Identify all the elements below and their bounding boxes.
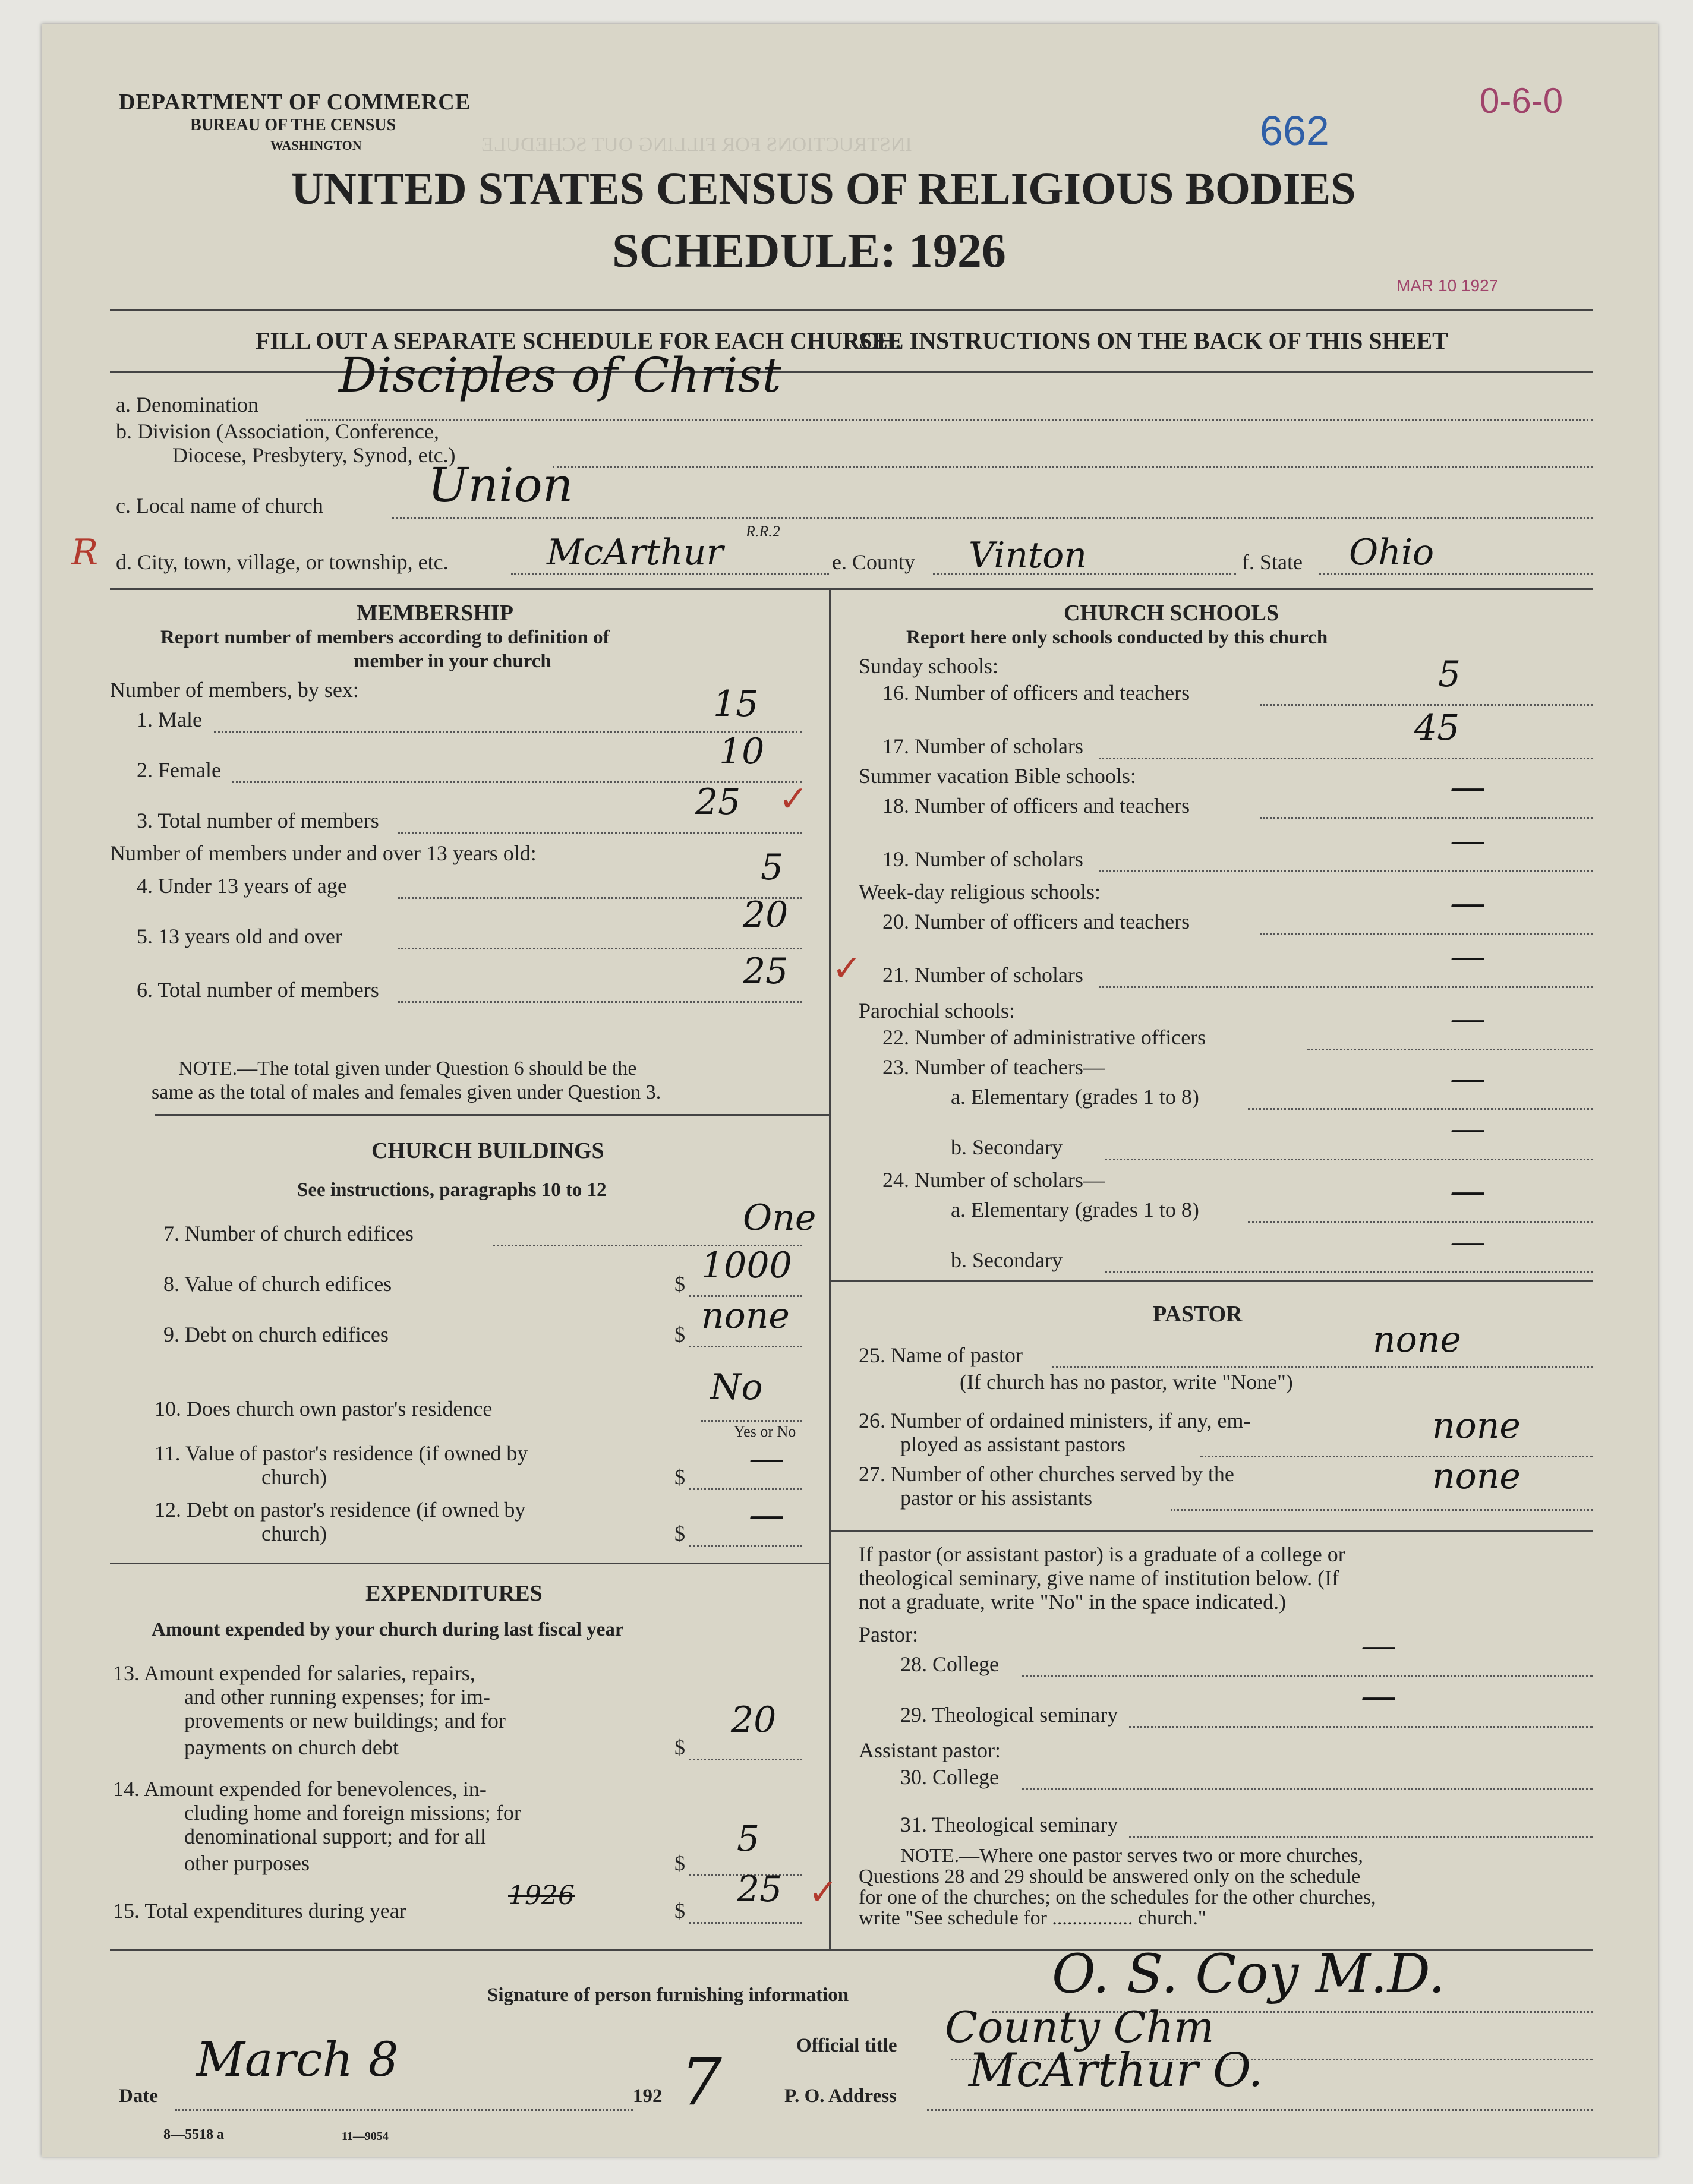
expenditures-heading: EXPENDITURES (365, 1581, 543, 1606)
state-label: f. State (1242, 550, 1303, 574)
q25-value[interactable]: none (1373, 1319, 1461, 1361)
local-name-label: c. Local name of church (116, 494, 323, 517)
signature-value[interactable]: O. S. Coy M.D. (1052, 1943, 1446, 2005)
membership-sub-1: Report number of members according to definition of (160, 627, 610, 648)
q21-value[interactable]: — (1450, 936, 1486, 977)
print-number: 11—9054 (342, 2130, 389, 2143)
schools-heading: CHURCH SCHOOLS (1064, 601, 1279, 626)
q12-dollar: $ (674, 1522, 685, 1545)
q5-value[interactable]: 20 (743, 894, 789, 936)
q11-label-2: church) (261, 1465, 327, 1489)
red-mark: R (71, 532, 99, 573)
date-value[interactable]: March 8 (196, 2032, 399, 2087)
members-by-age: Number of members under and over 13 years old: (110, 841, 537, 865)
q10-value[interactable]: No (710, 1366, 763, 1408)
q9-value[interactable]: none (701, 1295, 790, 1337)
sunday-schools: Sunday schools: (859, 654, 999, 678)
q6-value[interactable]: 25 (743, 951, 789, 992)
q14-value[interactable]: 5 (737, 1818, 760, 1860)
q28-value[interactable]: — (1361, 1625, 1396, 1667)
census-form (42, 24, 1658, 2157)
q23b-label: b. Secondary (951, 1135, 1063, 1159)
q26-line-2: ployed as assistant pastors (900, 1432, 1125, 1456)
bleed-through-text: INSTRUCTIONS FOR FILLING OUT SCHEDULE (481, 134, 912, 156)
buildings-heading: CHURCH BUILDINGS (371, 1138, 604, 1163)
q19-value[interactable]: — (1450, 820, 1486, 861)
q14-line-3: denominational support; and for all (184, 1825, 486, 1848)
graduate-text-3: not a graduate, write "No" in the space indicated.) (859, 1590, 1287, 1614)
county-label: e. County (832, 550, 915, 574)
schedule-title: SCHEDULE: 1926 (612, 223, 1006, 277)
q27-line-1: 27. Number of other churches served by the (859, 1462, 1234, 1486)
membership-note-1: NOTE.—The total given under Question 6 should be the (178, 1058, 637, 1080)
q7-value[interactable]: One (743, 1197, 816, 1239)
city-note: R.R.2 (746, 523, 780, 540)
form-number: 8—5518 a (163, 2127, 224, 2142)
q4-value[interactable]: 5 (761, 847, 784, 888)
q2-value[interactable]: 10 (719, 731, 765, 772)
q20-label: 20. Number of officers and teachers (882, 910, 1190, 933)
q7-label: 7. Number of church edifices (163, 1222, 414, 1245)
q6-label: 6. Total number of members (137, 978, 379, 1002)
q22-value[interactable]: — (1450, 998, 1486, 1040)
q27-line-2: pastor or his assistants (900, 1486, 1092, 1510)
denomination-label: a. Denomination (116, 393, 258, 416)
q11-value[interactable]: — (749, 1438, 784, 1479)
q15-label: 15. Total expenditures during year (113, 1899, 406, 1923)
signature-label: Signature of person furnishing information (487, 1984, 849, 2006)
membership-sub-2: member in your church (354, 651, 551, 672)
q8-value[interactable]: 1000 (701, 1245, 792, 1286)
q30-label: 30. College (900, 1765, 999, 1789)
q23a-value[interactable]: — (1450, 1058, 1486, 1099)
q3-value[interactable]: 25 (695, 781, 741, 823)
pastor-note-4: write "See schedule for ................ church." (859, 1907, 1206, 1929)
q10-hint: Yes or No (734, 1423, 796, 1440)
check-icon: ✓ (778, 779, 809, 819)
division-label: b. Division (Association, Conference, (116, 419, 439, 443)
q14-line-1: 14. Amount expended for benevolences, in- (113, 1777, 487, 1801)
q1-label: 1. Male (137, 708, 202, 731)
city-label: d. City, town, village, or township, etc. (116, 550, 449, 574)
schools-sub: Report here only schools conducted by this church (906, 627, 1328, 648)
year-value[interactable]: 7 (680, 2044, 722, 2120)
stamp-number: 662 (1260, 108, 1329, 154)
q19-label: 19. Number of scholars (882, 847, 1083, 871)
q3-label: 3. Total number of members (137, 809, 379, 832)
q11-dollar: $ (674, 1465, 685, 1489)
q23a-label: a. Elementary (grades 1 to 8) (951, 1085, 1199, 1109)
weekday-schools: Week-day religious schools: (859, 880, 1101, 904)
q13-dollar: $ (674, 1735, 685, 1759)
department-heading: DEPARTMENT OF COMMERCE (119, 90, 471, 115)
parochial-schools: Parochial schools: (859, 999, 1015, 1022)
q14-line-4: other purposes (184, 1851, 310, 1875)
q31-label: 31. Theological seminary (900, 1813, 1118, 1836)
q25-hint: (If church has no pastor, write "None") (960, 1370, 1293, 1394)
members-by-sex: Number of members, by sex: (110, 678, 359, 702)
year-prefix: 192 (633, 2085, 663, 2107)
q23b-value[interactable]: — (1450, 1108, 1486, 1150)
q18-label: 18. Number of officers and teachers (882, 794, 1190, 818)
denomination-value[interactable]: Disciples of Christ (339, 348, 781, 403)
graduate-text-1: If pastor (or assistant pastor) is a graduate of a college or (859, 1542, 1345, 1566)
city-value[interactable]: McArthur (547, 532, 724, 573)
q27-value[interactable]: none (1432, 1456, 1521, 1497)
address-label: P. O. Address (784, 2085, 897, 2107)
assistant-sublabel: Assistant pastor: (859, 1738, 1001, 1762)
q11-label: 11. Value of pastor's residence (if owned by (155, 1441, 528, 1465)
instruction-left: FILL OUT A SEPARATE SCHEDULE FOR EACH CHURCH. (256, 327, 901, 354)
instruction-right: SEE INSTRUCTIONS ON THE BACK OF THIS SHEET (859, 327, 1448, 354)
q22-label: 22. Number of administrative officers (882, 1025, 1206, 1049)
q12-value[interactable]: — (749, 1494, 784, 1536)
pastor-heading: PASTOR (1153, 1302, 1243, 1327)
q23-label: 23. Number of teachers— (882, 1055, 1105, 1079)
q15-year: 1926 (508, 1880, 575, 1911)
q25-label: 25. Name of pastor (859, 1343, 1023, 1367)
date-label: Date (119, 2085, 158, 2107)
expenditures-sub: Amount expended by your church during last fiscal year (152, 1619, 624, 1640)
pastor-note-1: NOTE.—Where one pastor serves two or more churches, (900, 1845, 1363, 1867)
q10-label: 10. Does church own pastor's residence (155, 1397, 493, 1421)
q17-label: 17. Number of scholars (882, 734, 1083, 758)
q13-line-3: provements or new buildings; and for (184, 1709, 506, 1732)
q29-value[interactable]: — (1361, 1675, 1396, 1717)
q21-label: 21. Number of scholars (882, 963, 1083, 987)
q4-label: 4. Under 13 years of age (137, 874, 347, 898)
membership-heading: MEMBERSHIP (357, 601, 513, 626)
q16-value[interactable]: 5 (1438, 654, 1461, 695)
q16-label: 16. Number of officers and teachers (882, 681, 1190, 705)
q26-line-1: 26. Number of ordained ministers, if any, em- (859, 1409, 1251, 1432)
q12-label-2: church) (261, 1522, 327, 1545)
q13-line-1: 13. Amount expended for salaries, repairs, (113, 1661, 475, 1685)
check-icon: ✓ (832, 949, 862, 988)
q24b-label: b. Secondary (951, 1248, 1063, 1272)
q29-label: 29. Theological seminary (900, 1703, 1118, 1727)
form-title: UNITED STATES CENSUS OF RELIGIOUS BODIES (291, 164, 1356, 214)
q13-line-4: payments on church debt (184, 1735, 399, 1759)
state-value[interactable]: Ohio (1349, 532, 1435, 573)
q15-dollar: $ (674, 1899, 685, 1923)
local-name-value[interactable]: Union (428, 457, 573, 513)
county-value[interactable]: Vinton (969, 535, 1087, 576)
buildings-sub: See instructions, paragraphs 10 to 12 (297, 1179, 607, 1201)
q2-label: 2. Female (137, 758, 221, 782)
membership-note-2: same as the total of males and females given under Question 3. (152, 1081, 661, 1103)
division-label-2: Diocese, Presbytery, Synod, etc.) (172, 443, 456, 467)
q24a-value[interactable]: — (1450, 1170, 1486, 1212)
q17-value[interactable]: 45 (1414, 707, 1460, 749)
q14-dollar: $ (674, 1851, 685, 1875)
pastor-note-2: Questions 28 and 29 should be answered only on the schedule (859, 1866, 1361, 1888)
q13-line-2: and other running expenses; for im- (184, 1685, 490, 1709)
q5-label: 5. 13 years old and over (137, 924, 342, 948)
q13-value[interactable]: 20 (731, 1699, 777, 1741)
q15-value[interactable]: 25 (737, 1869, 783, 1910)
pastor-sublabel: Pastor: (859, 1623, 919, 1646)
q8-dollar: $ (674, 1272, 685, 1296)
q24-label: 24. Number of scholars— (882, 1168, 1105, 1192)
received-date-stamp: MAR 10 1927 (1396, 276, 1499, 295)
q28-label: 28. College (900, 1652, 999, 1676)
q1-value[interactable]: 15 (713, 683, 759, 725)
q20-value[interactable]: — (1450, 882, 1486, 924)
check-icon: ✓ (808, 1873, 838, 1912)
official-title-label: Official title (796, 2035, 897, 2056)
address-value[interactable]: McArthur O. (969, 2044, 1263, 2097)
q12-label: 12. Debt on pastor's residence (if owned by (155, 1498, 526, 1522)
graduate-text-2: theological seminary, give name of institution below. (If (859, 1566, 1339, 1590)
q24b-value[interactable]: — (1450, 1221, 1486, 1263)
stamp-code: 0-6-0 (1480, 81, 1563, 121)
q8-label: 8. Value of church edifices (163, 1272, 392, 1296)
q9-dollar: $ (674, 1323, 685, 1346)
q9-label: 9. Debt on church edifices (163, 1323, 389, 1346)
q18-value[interactable]: — (1450, 766, 1486, 808)
official-title-value[interactable]: County Chm (945, 2002, 1215, 2052)
vacation-schools: Summer vacation Bible schools: (859, 764, 1136, 788)
bureau-heading: BUREAU OF THE CENSUS (190, 116, 396, 134)
q14-line-2: cluding home and foreign missions; for (184, 1801, 521, 1825)
q24a-label: a. Elementary (grades 1 to 8) (951, 1198, 1199, 1222)
pastor-note-3: for one of the churches; on the schedules for the other churches, (859, 1886, 1376, 1908)
city-heading: WASHINGTON (270, 138, 362, 153)
q26-value[interactable]: none (1432, 1405, 1521, 1447)
